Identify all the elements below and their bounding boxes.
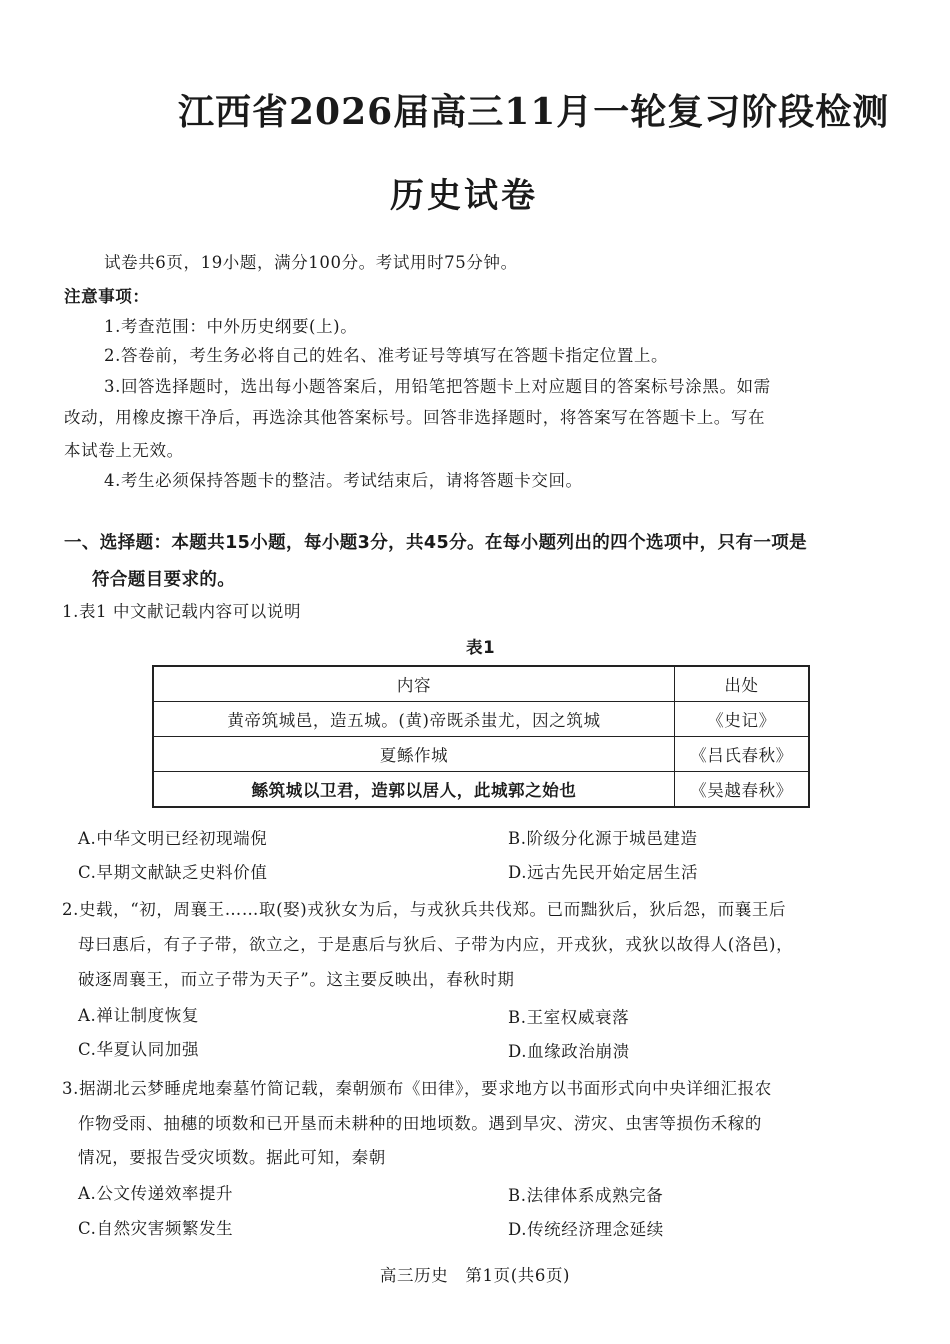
q1-option-d: D.远古先民开始定居生活: [508, 863, 699, 882]
q2-option-c: C.华夏认同加强: [78, 1040, 200, 1059]
notice-item-2: 2.答卷前，考生务必将自己的姓名、准考证号等填写在答题卡指定位置上。: [104, 346, 669, 365]
table-row: [153, 772, 809, 808]
q2-option-b: B.王室权威衰落: [508, 1008, 630, 1027]
exam-title: 江西省2026届高三11月一轮复习阶段检测: [178, 91, 890, 133]
q3-option-c: C.自然灾害频繁发生: [78, 1219, 234, 1238]
question-2-line2: 母曰惠后，有子子带，欲立之，于是惠后与狄后、子带为内应，开戎狄，戎狄以故得人(洛邑)，: [78, 935, 794, 954]
table-caption: 表1: [466, 638, 496, 657]
q2-option-a: A.禅让制度恢复: [78, 1006, 199, 1025]
question-2-line3: 破逐周襄王，而立子带为天子”。这主要反映出，春秋时期: [78, 970, 515, 989]
source-table: [152, 665, 810, 808]
question-3-line3: 情况，要报告受灾顷数。据此可知，秦朝: [78, 1148, 386, 1167]
table-cell-source: 《吴越春秋》: [675, 772, 810, 808]
q1-option-b: B.阶级分化源于城邑建造: [508, 829, 698, 848]
question-3-line2: 作物受雨、抽穗的顷数和已开垦而未耕种的田地顷数。遇到旱灾、涝灾、虫害等损伤禾稼的: [78, 1114, 762, 1133]
table-cell-content: 夏鲧作城: [153, 737, 675, 772]
q2-option-d: D.血缘政治崩溃: [508, 1042, 630, 1061]
section-1-heading: 一、选择题：本题共15小题，每小题3分，共45分。在每小题列出的四个选项中，只有一项是: [64, 533, 808, 553]
exam-intro: 试卷共6页，19小题，满分100分。考试用时75分钟。: [104, 253, 518, 272]
table-row: [153, 737, 809, 772]
notice-heading: 注意事项：: [64, 287, 150, 306]
q3-option-d: D.传统经济理念延续: [508, 1220, 664, 1239]
table-header-source: 出处: [675, 666, 810, 702]
table-header-row: [153, 666, 809, 702]
notice-item-3-line3: 本试卷上无效。: [64, 441, 184, 460]
question-1-stem: 1.表1 中文献记载内容可以说明: [62, 602, 302, 621]
table-cell-content: 黄帝筑城邑，造五城。(黄)帝既杀蚩尤，因之筑城: [153, 702, 675, 737]
notice-item-3-line1: 3.回答选择题时，选出每小题答案后，用铅笔把答题卡上对应题目的答案标号涂黑。如需: [104, 377, 771, 396]
q1-option-a: A.中华文明已经初现端倪: [78, 829, 268, 848]
table-row: [153, 702, 809, 737]
table-cell-source: 《史记》: [675, 702, 810, 737]
notice-item-3-line2: 改动，用橡皮擦干净后，再选涂其他答案标号。回答非选择题时，将答案写在答题卡上。写在: [64, 408, 766, 427]
notice-item-1: 1.考查范围：中外历史纲要(上)。: [104, 317, 358, 336]
exam-subtitle: 历史试卷: [390, 176, 538, 216]
notice-item-4: 4.考生必须保持答题卡的整洁。考试结束后，请将答题卡交回。: [104, 471, 583, 490]
table-cell-content: 鲧筑城以卫君，造郭以居人，此城郭之始也: [153, 772, 675, 808]
q3-option-b: B.法律体系成熟完备: [508, 1186, 664, 1205]
q3-option-a: A.公文传递效率提升: [78, 1184, 234, 1203]
page-footer: 高三历史 第1页(共6页): [379, 1266, 571, 1285]
q1-option-c: C.早期文献缺乏史料价值: [78, 863, 268, 882]
question-3-line1: 3.据湖北云梦睡虎地秦墓竹简记载，秦朝颁布《田律》，要求地方以书面形式向中央详细汇报农: [62, 1079, 772, 1098]
section-1-heading-cont: 符合题目要求的。: [92, 570, 236, 590]
table-header-content: 内容: [153, 666, 675, 702]
table-cell-source: 《吕氏春秋》: [675, 737, 810, 772]
question-2-line1: 2.史载，“初，周襄王……取(娶)戎狄女为后，与戎狄兵共伐郑。已而黜狄后，狄后怨，而襄王后: [62, 900, 787, 919]
